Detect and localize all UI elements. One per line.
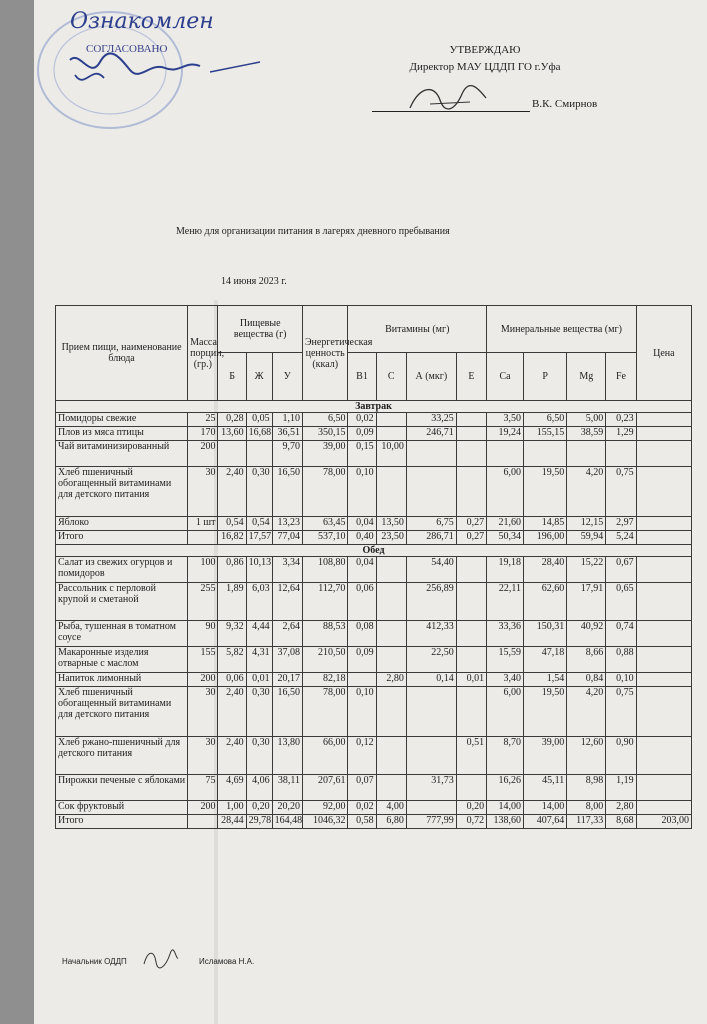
subheader-cell: Mg [567,353,606,401]
value-cell: 1046,32 [302,815,347,829]
value-cell: 19,18 [487,557,524,583]
value-cell: 12,15 [567,517,606,531]
value-cell: 6,80 [376,815,406,829]
value-cell: 0,02 [348,801,376,815]
value-cell [406,737,456,775]
value-cell [348,673,376,687]
value-cell [456,413,486,427]
value-cell: 23,50 [376,531,406,545]
value-cell: 20,17 [272,673,302,687]
value-cell: 0,20 [456,801,486,815]
value-cell: 8,70 [487,737,524,775]
value-cell: 1,10 [272,413,302,427]
value-cell: 0,10 [348,467,376,517]
value-cell [406,467,456,517]
value-cell: 0,12 [348,737,376,775]
value-cell: 150,31 [523,621,566,647]
value-cell: 28,44 [218,815,246,829]
value-cell: 246,71 [406,427,456,441]
value-cell [406,687,456,737]
footer-position: Начальник ОДДП [62,957,127,966]
value-cell: 12,60 [567,737,606,775]
value-cell: 0,06 [348,583,376,621]
value-cell [636,531,691,545]
value-cell: 0,40 [348,531,376,545]
header-nutrients: Пищевые вещества (г) [218,306,302,353]
value-cell [487,441,524,467]
value-cell [636,427,691,441]
value-cell: 9,32 [218,621,246,647]
value-cell [188,815,218,829]
value-cell: 0,01 [246,673,272,687]
table-row [56,531,692,545]
dish-name: Плов из мяса птицы [56,427,188,441]
value-cell: 108,80 [302,557,347,583]
value-cell [376,557,406,583]
value-cell [636,467,691,517]
value-cell: 6,50 [523,413,566,427]
value-cell: 33,36 [487,621,524,647]
value-cell: 66,00 [302,737,347,775]
value-cell [406,441,456,467]
subheader-cell: B1 [348,353,376,401]
value-cell: 0,75 [606,687,636,737]
table-row [56,467,692,517]
value-cell: 3,34 [272,557,302,583]
value-cell: 88,53 [302,621,347,647]
value-cell: 112,70 [302,583,347,621]
value-cell: 50,34 [487,531,524,545]
value-cell: 0,54 [246,517,272,531]
value-cell [376,583,406,621]
value-cell: 203,00 [636,815,691,829]
document-title: Меню для организации питания в лагерях дневного пребывания [176,226,450,237]
value-cell: 0,65 [606,583,636,621]
value-cell [456,687,486,737]
value-cell: 29,78 [246,815,272,829]
value-cell: 3,40 [487,673,524,687]
value-cell: 0,86 [218,557,246,583]
section-title: Завтрак [56,401,692,413]
value-cell [376,737,406,775]
dish-name: Салат из свежих огурцов и помидоров [56,557,188,583]
value-cell [456,647,486,673]
value-cell: 77,04 [272,531,302,545]
value-cell [636,801,691,815]
document-date: 14 июня 2023 г. [221,276,287,287]
value-cell [406,801,456,815]
value-cell: 2,80 [376,673,406,687]
value-cell: 8,00 [567,801,606,815]
value-cell: 0,05 [246,413,272,427]
value-cell: 21,60 [487,517,524,531]
value-cell [636,441,691,467]
value-cell [376,775,406,801]
value-cell: 13,23 [272,517,302,531]
value-cell: 9,70 [272,441,302,467]
value-cell: 0,09 [348,647,376,673]
value-cell: 47,18 [523,647,566,673]
value-cell: 25 [188,413,218,427]
value-cell: 19,24 [487,427,524,441]
value-cell: 0,30 [246,687,272,737]
value-cell: 19,50 [523,687,566,737]
value-cell: 100 [188,557,218,583]
value-cell: 2,40 [218,467,246,517]
dish-name: Напиток лимонный [56,673,188,687]
table-row [56,801,692,815]
table-row [56,673,692,687]
value-cell: 2,40 [218,737,246,775]
table-row [56,775,692,801]
table-row [56,583,692,621]
value-cell [456,441,486,467]
value-cell: 16,68 [246,427,272,441]
header-price: Цена [636,306,691,401]
value-cell: 13,60 [218,427,246,441]
value-cell [456,583,486,621]
value-cell: 8,98 [567,775,606,801]
stamp-handwritten: Ознакомлен [70,9,214,34]
table-row [56,557,692,583]
value-cell: 0,84 [567,673,606,687]
value-cell: 0,30 [246,737,272,775]
value-cell: 4,00 [376,801,406,815]
dish-name: Макаронные изделия отварные с маслом [56,647,188,673]
value-cell: 6,75 [406,517,456,531]
stamp-agreed: СОГЛАСОВАНО [86,43,168,55]
subheader-cell: P [523,353,566,401]
value-cell: 200 [188,441,218,467]
value-cell: 207,61 [302,775,347,801]
header-mass: Масса порции, (гр.) [188,306,218,401]
value-cell [376,467,406,517]
value-cell: 40,92 [567,621,606,647]
value-cell: 63,45 [302,517,347,531]
value-cell: 62,60 [523,583,566,621]
value-cell: 59,94 [567,531,606,545]
value-cell: 0,88 [606,647,636,673]
footer-signature [140,946,180,970]
value-cell: 14,00 [487,801,524,815]
value-cell [636,583,691,621]
value-cell: 0,58 [348,815,376,829]
value-cell: 0,10 [348,687,376,737]
header-minerals: Минеральные вещества (мг) [487,306,637,353]
value-cell: 13,50 [376,517,406,531]
value-cell: 210,50 [302,647,347,673]
approval-name: В.К. Смирнов [532,98,598,110]
value-cell: 412,33 [406,621,456,647]
value-cell: 2,97 [606,517,636,531]
value-cell: 20,20 [272,801,302,815]
footer-name: Исламова Н.А. [198,957,255,966]
value-cell: 16,50 [272,687,302,737]
section-row [56,545,692,557]
header-energy: Энергетическая ценность (ккал) [302,306,347,401]
value-cell: 0,72 [456,815,486,829]
value-cell: 15,59 [487,647,524,673]
value-cell: 155,15 [523,427,566,441]
value-cell: 45,11 [523,775,566,801]
table-row [56,517,692,531]
table-row [56,621,692,647]
value-cell: 38,59 [567,427,606,441]
table-row [56,427,692,441]
approval-heading: УТВЕРЖДАЮ [449,44,521,56]
value-cell: 0,04 [348,557,376,583]
value-cell: 17,91 [567,583,606,621]
value-cell [636,413,691,427]
value-cell: 0,20 [246,801,272,815]
value-cell: 4,44 [246,621,272,647]
value-cell: 10,13 [246,557,272,583]
dish-name: Рыба, тушенная в томатном соусе [56,621,188,647]
value-cell: 92,00 [302,801,347,815]
value-cell: 256,89 [406,583,456,621]
value-cell: 22,50 [406,647,456,673]
value-cell: 6,03 [246,583,272,621]
section-row [56,401,692,413]
value-cell: 28,40 [523,557,566,583]
value-cell: 75 [188,775,218,801]
value-cell: 33,25 [406,413,456,427]
subheader-cell: Ж [246,353,272,401]
subheader-cell: Б [218,353,246,401]
value-cell: 39,00 [523,737,566,775]
value-cell: 16,26 [487,775,524,801]
dish-name: Яблоко [56,517,188,531]
dish-name: Рассольник с перловой крупой и сметаной [56,583,188,621]
approval-stamp [0,0,300,150]
value-cell [567,441,606,467]
value-cell: 0,67 [606,557,636,583]
value-cell: 777,99 [406,815,456,829]
table-row [56,815,692,829]
dish-name: Чай витаминизированный [56,441,188,467]
value-cell: 30 [188,737,218,775]
value-cell: 117,33 [567,815,606,829]
value-cell [456,775,486,801]
value-cell [376,427,406,441]
table-row [56,687,692,737]
value-cell: 15,22 [567,557,606,583]
value-cell: 0,54 [218,517,246,531]
signature-line [372,111,530,112]
dish-name: Итого [56,815,188,829]
value-cell: 1,19 [606,775,636,801]
value-cell: 30 [188,467,218,517]
value-cell: 8,66 [567,647,606,673]
header-dish: Прием пищи, наименование блюда [56,306,188,401]
value-cell [188,531,218,545]
value-cell: 3,50 [487,413,524,427]
value-cell: 4,20 [567,687,606,737]
value-cell: 138,60 [487,815,524,829]
value-cell: 16,50 [272,467,302,517]
value-cell: 54,40 [406,557,456,583]
value-cell: 0,51 [456,737,486,775]
value-cell [636,647,691,673]
value-cell [523,441,566,467]
value-cell: 14,85 [523,517,566,531]
value-cell: 0,75 [606,467,636,517]
value-cell: 6,50 [302,413,347,427]
value-cell: 0,30 [246,467,272,517]
value-cell: 0,28 [218,413,246,427]
value-cell: 0,09 [348,427,376,441]
value-cell: 2,40 [218,687,246,737]
value-cell: 1,29 [606,427,636,441]
value-cell: 164,48 [272,815,302,829]
value-cell: 0,27 [456,517,486,531]
value-cell: 5,00 [567,413,606,427]
value-cell [456,427,486,441]
value-cell: 0,04 [348,517,376,531]
dish-name: Хлеб ржано-пшеничный для детского питания [56,737,188,775]
dish-name: Хлеб пшеничный обогащенный витаминами для детского питания [56,687,188,737]
value-cell: 200 [188,673,218,687]
value-cell [636,673,691,687]
value-cell: 350,15 [302,427,347,441]
table-row [56,647,692,673]
value-cell: 0,06 [218,673,246,687]
value-cell [636,775,691,801]
value-cell: 14,00 [523,801,566,815]
value-cell: 31,73 [406,775,456,801]
value-cell [376,647,406,673]
value-cell: 16,82 [218,531,246,545]
value-cell [606,441,636,467]
value-cell: 90 [188,621,218,647]
table-row [56,441,692,467]
value-cell: 8,68 [606,815,636,829]
value-cell: 0,10 [606,673,636,687]
subheader-cell: Е [456,353,486,401]
value-cell: 0,90 [606,737,636,775]
value-cell [218,441,246,467]
header-vitamins: Витамины (мг) [348,306,487,353]
value-cell [376,687,406,737]
value-cell: 286,71 [406,531,456,545]
value-cell: 19,50 [523,467,566,517]
value-cell: 17,57 [246,531,272,545]
value-cell: 37,08 [272,647,302,673]
value-cell [376,621,406,647]
value-cell: 0,14 [406,673,456,687]
value-cell: 12,64 [272,583,302,621]
value-cell: 4,69 [218,775,246,801]
value-cell: 170 [188,427,218,441]
value-cell: 2,80 [606,801,636,815]
value-cell: 0,02 [348,413,376,427]
value-cell: 155 [188,647,218,673]
value-cell: 30 [188,687,218,737]
value-cell: 39,00 [302,441,347,467]
value-cell: 4,31 [246,647,272,673]
value-cell: 255 [188,583,218,621]
value-cell: 10,00 [376,441,406,467]
value-cell [456,621,486,647]
value-cell: 1,00 [218,801,246,815]
value-cell: 4,20 [567,467,606,517]
value-cell: 36,51 [272,427,302,441]
value-cell: 200 [188,801,218,815]
value-cell: 5,24 [606,531,636,545]
value-cell: 78,00 [302,687,347,737]
value-cell: 0,07 [348,775,376,801]
value-cell: 1,89 [218,583,246,621]
subheader-cell: У [272,353,302,401]
section-title: Обед [56,545,692,557]
value-cell: 196,00 [523,531,566,545]
table-row [56,737,692,775]
value-cell [456,467,486,517]
value-cell: 0,15 [348,441,376,467]
value-cell [636,621,691,647]
dish-name: Итого [56,531,188,545]
subheader-cell: Ca [487,353,524,401]
subheader-cell: А (мкг) [406,353,456,401]
value-cell: 13,80 [272,737,302,775]
table-row [56,413,692,427]
subheader-cell: C [376,353,406,401]
value-cell [376,413,406,427]
value-cell: 1,54 [523,673,566,687]
value-cell: 82,18 [302,673,347,687]
value-cell: 1 шт [188,517,218,531]
value-cell [636,687,691,737]
approval-block [400,42,570,76]
value-cell: 4,06 [246,775,272,801]
value-cell: 38,11 [272,775,302,801]
value-cell [636,737,691,775]
dish-name: Хлеб пшеничный обогащенный витаминами для детского питания [56,467,188,517]
value-cell: 78,00 [302,467,347,517]
dish-name: Сок фруктовый [56,801,188,815]
value-cell: 0,27 [456,531,486,545]
value-cell: 0,74 [606,621,636,647]
value-cell: 2,64 [272,621,302,647]
value-cell: 6,00 [487,687,524,737]
value-cell [636,557,691,583]
value-cell [636,517,691,531]
value-cell: 0,08 [348,621,376,647]
value-cell: 537,10 [302,531,347,545]
value-cell: 22,11 [487,583,524,621]
subheader-cell: Fe [606,353,636,401]
value-cell: 0,01 [456,673,486,687]
value-cell: 5,82 [218,647,246,673]
value-cell: 0,23 [606,413,636,427]
value-cell: 407,64 [523,815,566,829]
menu-table [55,305,692,829]
dish-name: Помидоры свежие [56,413,188,427]
approval-position: Директор МАУ ЦДДП ГО г.Уфа [409,61,561,73]
value-cell: 6,00 [487,467,524,517]
value-cell [456,557,486,583]
dish-name: Пирожки печеные с яблоками [56,775,188,801]
value-cell [246,441,272,467]
